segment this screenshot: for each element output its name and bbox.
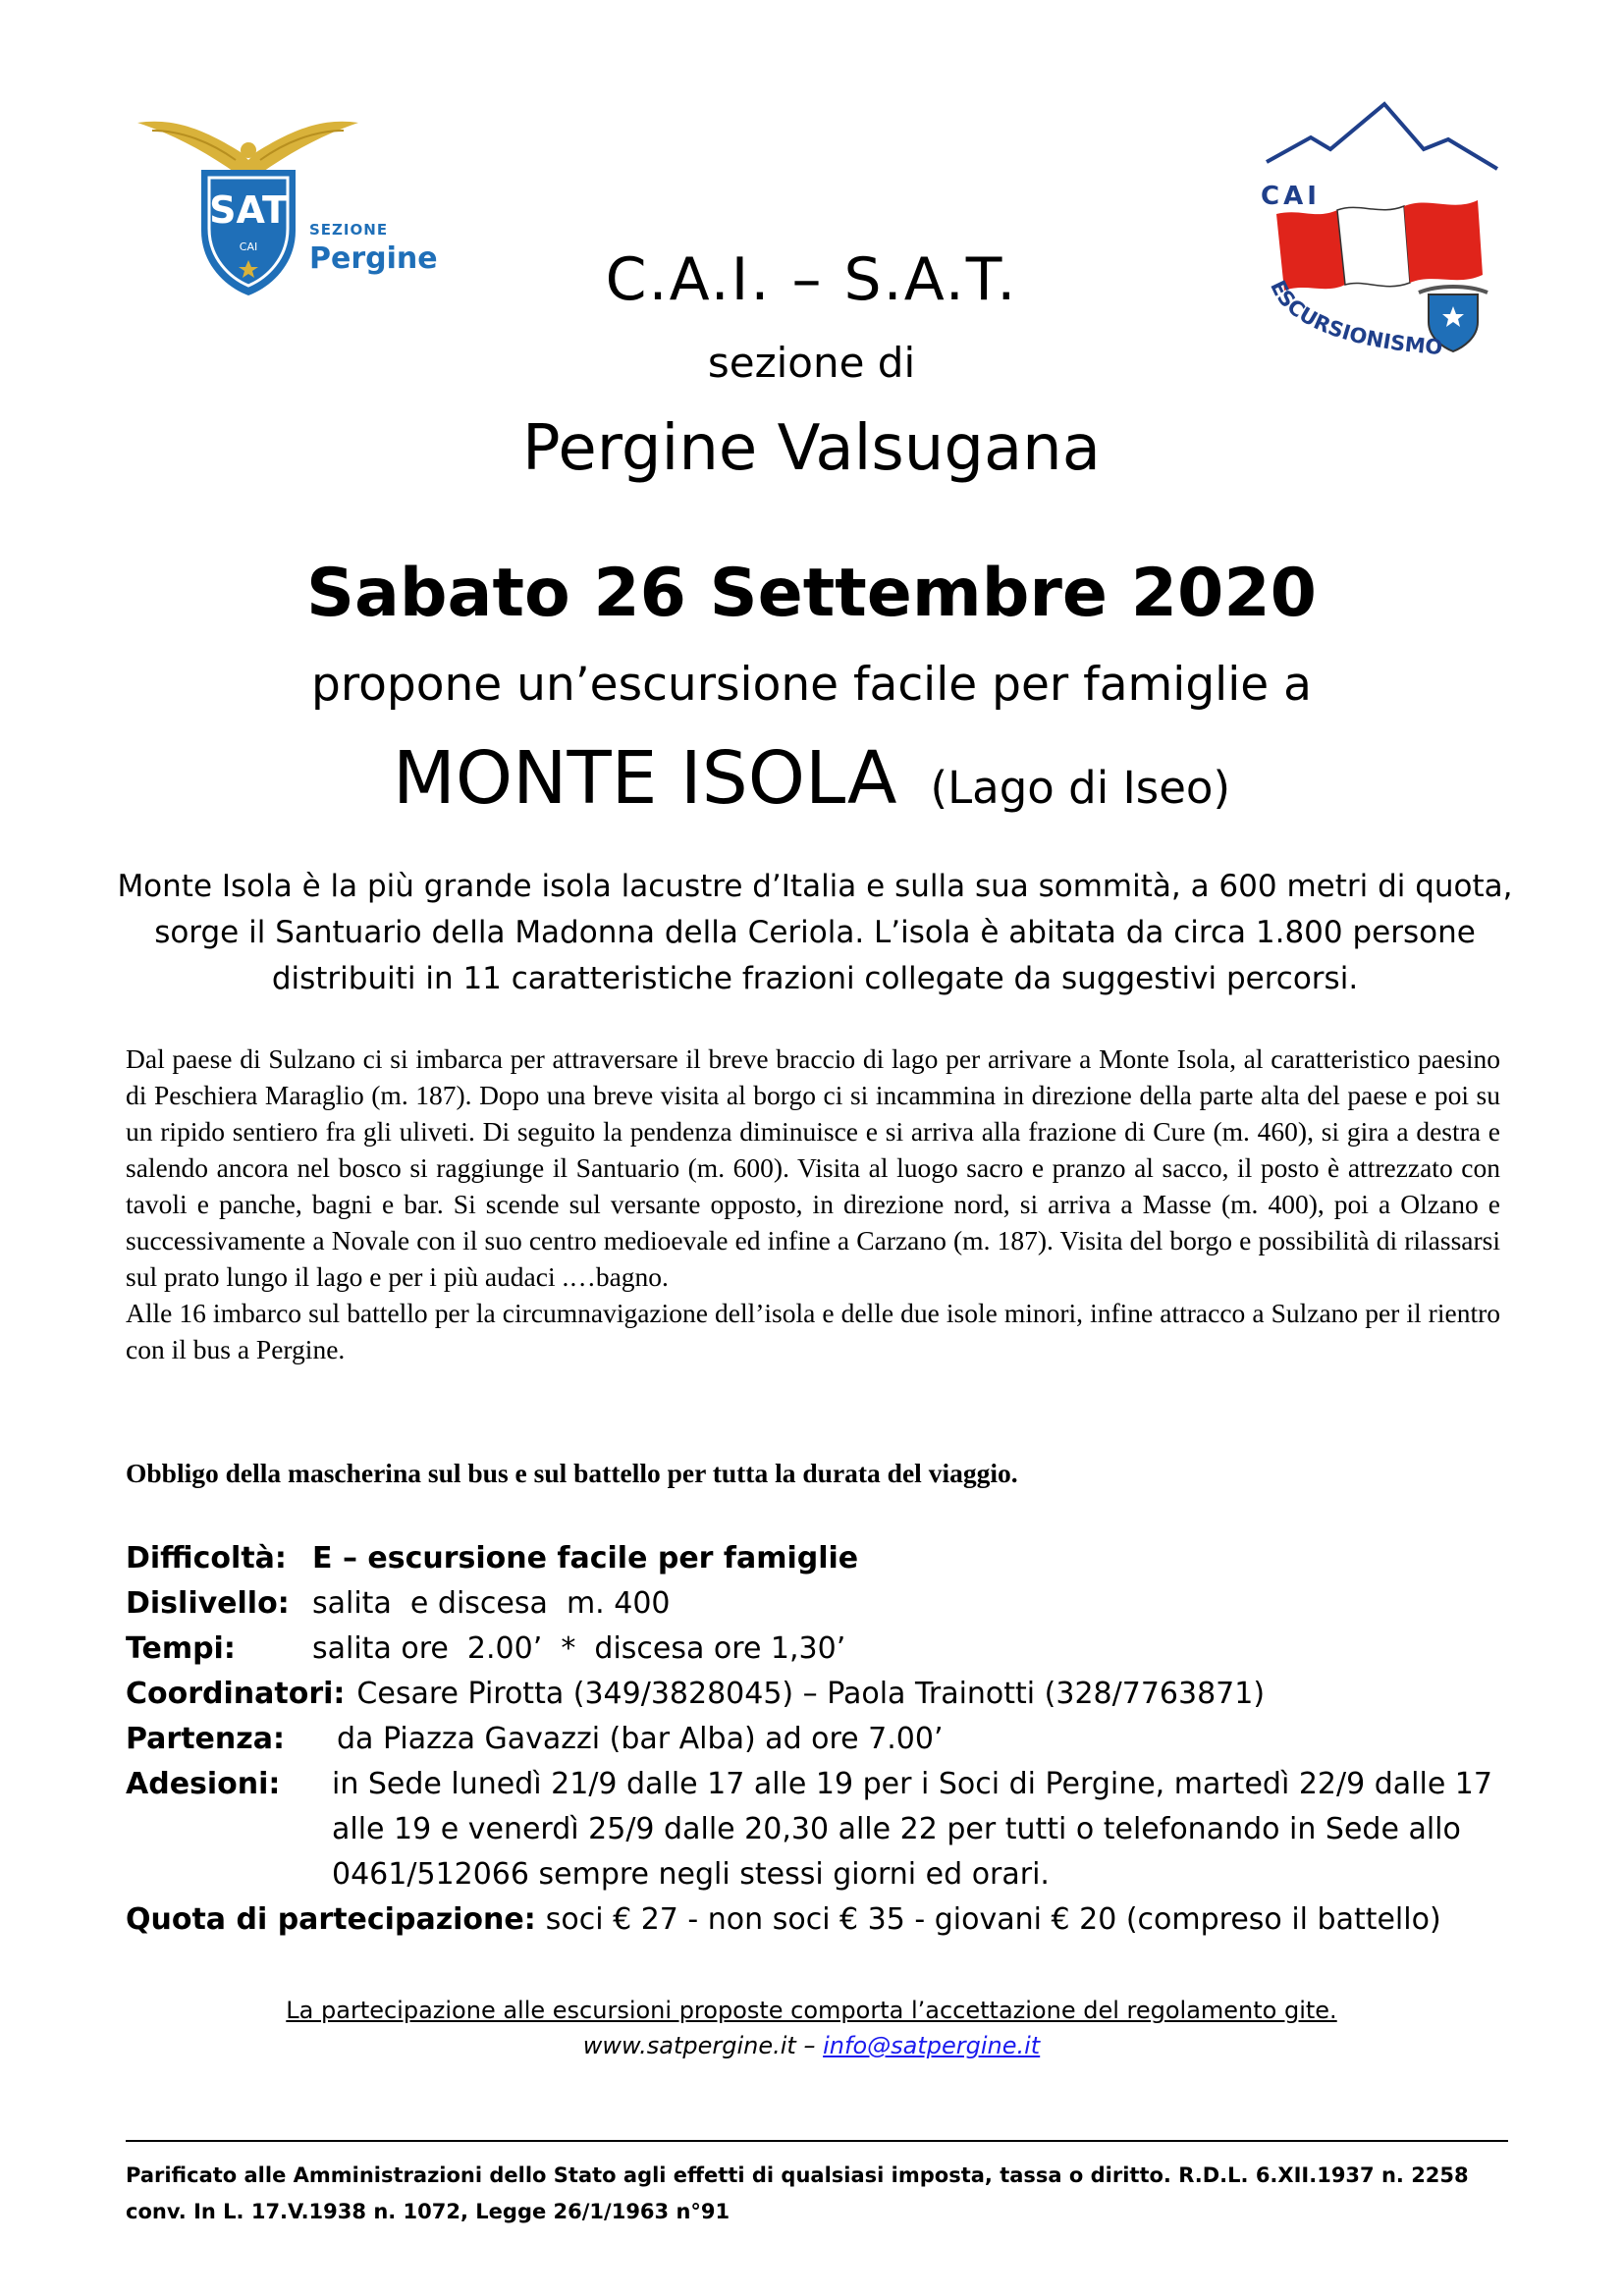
mountain-flag-icon bbox=[1257, 98, 1502, 363]
difficulty-row bbox=[126, 1536, 1520, 1581]
legal-footer: Parificato alle Amministrazioni dello Stato agli effetti di qualsiasi imposta, tassa o diritto. R.D.L. 6.XII.1937 n. 2258 conv. In L. 17.V.1938 n. 1072, Legge 26/1/1963 n°91 bbox=[126, 2163, 1469, 2223]
description-paragraph: Dal paese di Sulzano ci si imbarca per attraversare il breve braccio di lago per arrivare a Monte Isola, al caratteristico paesino di Peschiera Maraglio (m. 187). Dopo una breve visita al borgo ci si incammina in direzione della parte alta del paese e poi su un ripido sentiero fra gli uliveti. Di seguito la pendenza diminuisce e si arriva alla frazione di Cure (m. 460), si gira a destra e salendo ancora nel bosco si raggiunge il Santuario (m. 600). Visita al luogo sacro e pranzo al sacco, il posto è attrezzato con tavoli e panche, bagni e bar. Si scende sul versante opposto, in direzione nord, si arriva a Masse (m. 400), poi a Olzano e successivamente a Novale con il suo centro medioevale ed infine a Carzano (m. 187). Visita del borgo e possibilità di rilassarsi sul prato lungo il lago e per i più audaci .…bagno. bbox=[126, 1043, 1500, 1292]
destination-name: MONTE ISOLA bbox=[393, 736, 897, 821]
footer-divider bbox=[126, 2140, 1508, 2142]
destination-note: (Lago di Iseo) bbox=[930, 762, 1230, 814]
trip-details bbox=[126, 1536, 1520, 1943]
elevation-value: salita e discesa m. 400 bbox=[312, 1586, 671, 1621]
svg-text:CAI: CAI bbox=[1261, 182, 1321, 211]
difficulty-label: Difficoltà: bbox=[126, 1541, 287, 1575]
description bbox=[126, 1041, 1500, 1367]
registrations-value: in Sede lunedì 21/9 dalle 17 alle 19 per i Soci di Pergine, martedì 22/9 dalle 17 alle 19 e venerdì 25/9 dalle 20,30 alle 22 per tutti o telefonando in Sede allo 0461/512066 sempre negli stessi giorni ed orari. bbox=[332, 1767, 1492, 1892]
difficulty-value: E – escursione facile per famiglie bbox=[312, 1541, 859, 1575]
elevation-label: Dislivello: bbox=[126, 1586, 290, 1621]
times-label: Tempi: bbox=[126, 1631, 236, 1666]
departure-row bbox=[126, 1717, 1520, 1762]
times-row bbox=[126, 1627, 1520, 1672]
svg-text:SAT: SAT bbox=[209, 188, 288, 232]
times-value: salita ore 2.00’ * discesa ore 1,30’ bbox=[312, 1631, 846, 1666]
logo-section-label: SEZIONE bbox=[309, 221, 389, 239]
svg-text:ESCURSIONISMO: ESCURSIONISMO bbox=[1266, 277, 1444, 359]
destination-line bbox=[0, 736, 1623, 821]
fee-value: soci € 27 - non soci € 35 - giovani € 20 (compreso il battello) bbox=[545, 1902, 1441, 1937]
organization-title: C.A.I. – S.A.T. bbox=[605, 245, 1018, 314]
event-date: Sabato 26 Settembre 2020 bbox=[306, 555, 1317, 632]
rules-notice: La partecipazione alle escursioni proposte comporta l’accettazione del regolamento gite. bbox=[286, 1997, 1337, 2024]
mask-notice: Obbligo della mascherina sul bus e sul battello per tutta la durata del viaggio. bbox=[126, 1458, 1018, 1488]
elevation-row bbox=[126, 1581, 1520, 1627]
contacts bbox=[0, 2032, 1623, 2059]
proposal-line: propone un’escursione facile per famiglie a bbox=[311, 658, 1312, 712]
departure-label: Partenza: bbox=[126, 1722, 285, 1756]
intro-paragraph: Monte Isola è la più grande isola lacustre d’Italia e sulla sua sommità, a 600 metri di quota, sorge il Santuario della Madonna della Ceriola. L’isola è abitata da circa 1.800 persone distribuiti in 11 caratteristiche frazioni collegate da suggestivi percorsi. bbox=[117, 869, 1513, 996]
coordinators-label: Coordinatori: bbox=[126, 1677, 346, 1711]
website-link[interactable]: www.satpergine.it bbox=[582, 2032, 796, 2059]
svg-text:CAI: CAI bbox=[239, 240, 258, 253]
city-title: Pergine Valsugana bbox=[522, 412, 1101, 485]
coordinators-value: Cesare Pirotta (349/3828045) – Paola Trainotti (328/7763871) bbox=[356, 1677, 1266, 1711]
registrations-label: Adesioni: bbox=[126, 1767, 281, 1801]
coordinators-row bbox=[126, 1672, 1520, 1717]
description-paragraph: Alle 16 imbarco sul battello per la circumnavigazione dell’isola e delle due isole minori, infine attracco a Sulzano per il rientro con il bus a Pergine. bbox=[126, 1298, 1500, 1364]
registrations-row bbox=[126, 1762, 1520, 1897]
contacts-separator: – bbox=[795, 2032, 824, 2059]
fee-label: Quota di partecipazione: bbox=[126, 1902, 536, 1937]
fee-row bbox=[126, 1897, 1520, 1943]
departure-value: da Piazza Gavazzi (bar Alba) ad ore 7.00’ bbox=[337, 1722, 944, 1756]
logo-section-name: Pergine bbox=[309, 241, 438, 276]
section-of-label: sezione di bbox=[707, 339, 916, 387]
cai-escursionismo-logo bbox=[1257, 98, 1502, 363]
email-link[interactable]: info@satpergine.it bbox=[823, 2032, 1041, 2059]
